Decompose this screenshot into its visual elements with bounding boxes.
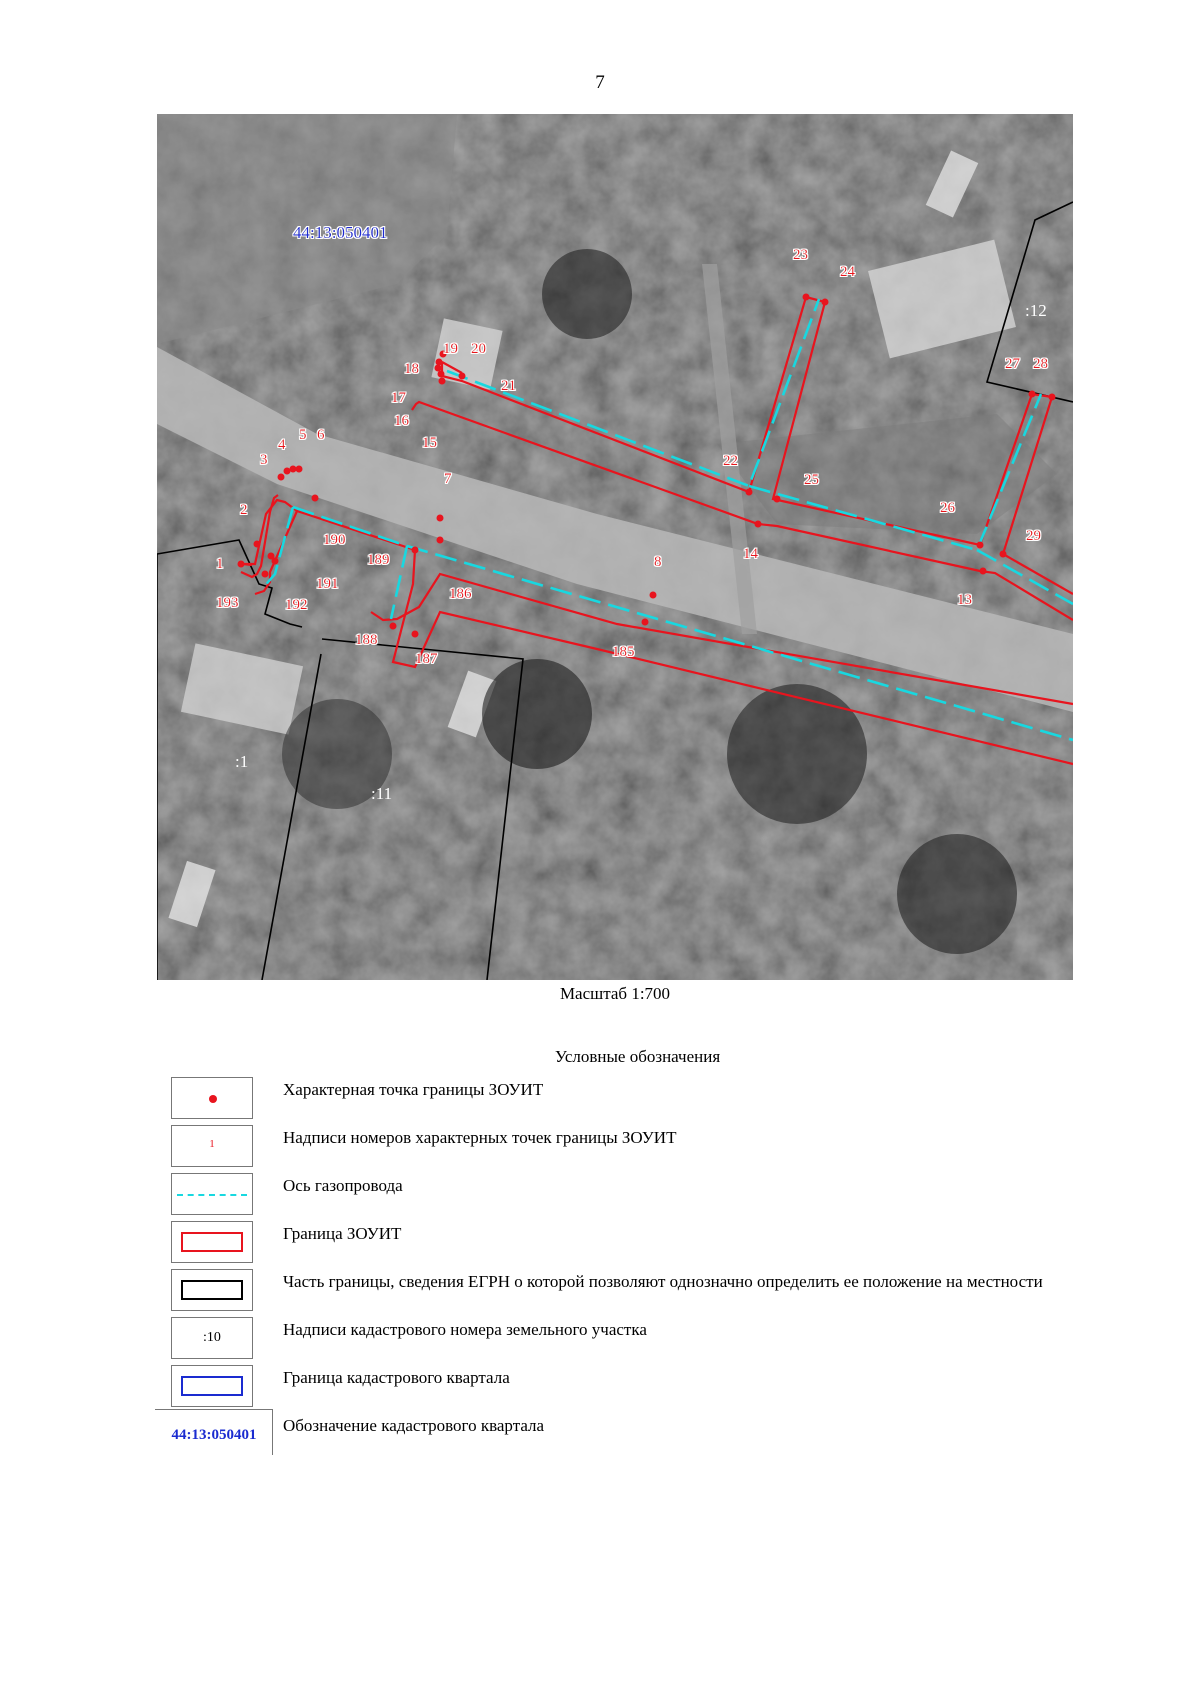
legend-text: Часть границы, сведения ЕГРН о которой позволяют однозначно определить ее положение на местности [283, 1272, 1043, 1291]
point-label: 25 [804, 472, 819, 488]
point-label: 190 [323, 532, 346, 548]
point-label: 185 [612, 644, 635, 660]
point-label: 18 [404, 361, 419, 377]
parcel-label: :1 [235, 752, 249, 771]
point-label: 5 [299, 427, 307, 443]
quarter-label: 44:13:050401 [293, 223, 388, 242]
legend-item-quarter-boundary [171, 1365, 1091, 1411]
point-label: 3 [260, 452, 268, 468]
point-label: 6 [317, 427, 325, 443]
blue-rect-icon [181, 1376, 243, 1396]
legend-item-zouit-boundary [171, 1221, 1091, 1267]
page-number: 7 [595, 72, 605, 93]
map-view[interactable] [157, 114, 1073, 980]
point-label: 20 [471, 341, 486, 357]
point-label: 1 [216, 556, 224, 572]
legend-text: Ось газопровода [283, 1176, 403, 1195]
point-label: 2 [240, 502, 248, 518]
point-label: 19 [443, 341, 458, 357]
legend-symbol-box [171, 1317, 253, 1359]
point-label: 29 [1026, 528, 1041, 544]
point-label: 28 [1033, 356, 1048, 372]
point-label: 23 [793, 247, 808, 263]
point-label: 188 [355, 632, 378, 648]
legend-symbol-box [171, 1269, 253, 1311]
legend-item-parcel-number [171, 1317, 1091, 1363]
legend-item-point-number [171, 1125, 1091, 1171]
point-label: 16 [394, 413, 409, 429]
point-label: 189 [367, 552, 390, 568]
legend-symbol-box [171, 1173, 253, 1215]
quarter-label-sample: 44:13:050401 [171, 1427, 257, 1443]
legend-item-point [171, 1077, 1091, 1123]
legend-item-gas-axis [171, 1173, 1091, 1219]
legend-text: Граница кадастрового квартала [283, 1368, 510, 1387]
point-label: 24 [840, 264, 855, 280]
parcel-label: :11 [371, 784, 393, 803]
legend-symbol-box [171, 1221, 253, 1263]
legend-item-egrn-boundary [171, 1269, 1091, 1315]
legend-symbol-box [171, 1365, 253, 1407]
point-label: 27 [1005, 356, 1020, 372]
legend-text: Надписи номеров характерных точек границы ЗОУИТ [283, 1128, 677, 1147]
point-label: 187 [415, 651, 438, 667]
legend-symbol-box [171, 1077, 253, 1119]
legend-text: Обозначение кадастрового квартала [283, 1416, 545, 1435]
point-label: 13 [957, 592, 972, 608]
black-rect-icon [181, 1280, 243, 1300]
legend-title: Условные обозначения [554, 1047, 721, 1066]
parcel-label: :12 [1025, 301, 1047, 320]
legend-text: Надписи кадастрового номера земельного участка [283, 1320, 647, 1339]
parcel-number-sample: :10 [203, 1330, 221, 1345]
legend-symbol-box [171, 1125, 253, 1167]
legend-item-quarter-label [171, 1413, 1091, 1459]
point-label: 17 [391, 390, 406, 406]
point-label: 4 [278, 437, 286, 453]
red-point-icon [209, 1095, 217, 1103]
red-rect-icon [181, 1232, 243, 1252]
map-scale: Масштаб 1:700 [559, 984, 671, 1003]
tree-cluster [897, 834, 1017, 954]
point-label: 26 [940, 500, 955, 516]
point-label: 22 [723, 453, 738, 469]
point-label: 21 [501, 378, 516, 394]
point-label: 186 [449, 586, 472, 602]
point-number-sample: 1 [209, 1138, 215, 1150]
tree-cluster [482, 659, 592, 769]
point-label: 8 [654, 554, 662, 570]
legend-text: Характерная точка границы ЗОУИТ [283, 1080, 544, 1099]
cyan-dash-icon [177, 1194, 247, 1196]
point-label: 15 [422, 435, 437, 451]
tree-cluster [727, 684, 867, 824]
point-label: 193 [216, 595, 239, 611]
legend-text: Граница ЗОУИТ [283, 1224, 402, 1243]
map-canvas [157, 114, 1073, 980]
point-label: 14 [743, 546, 758, 562]
point-label: 7 [444, 471, 452, 487]
tree-cluster [542, 249, 632, 339]
point-label: 191 [316, 576, 339, 592]
point-label: 192 [285, 597, 308, 613]
